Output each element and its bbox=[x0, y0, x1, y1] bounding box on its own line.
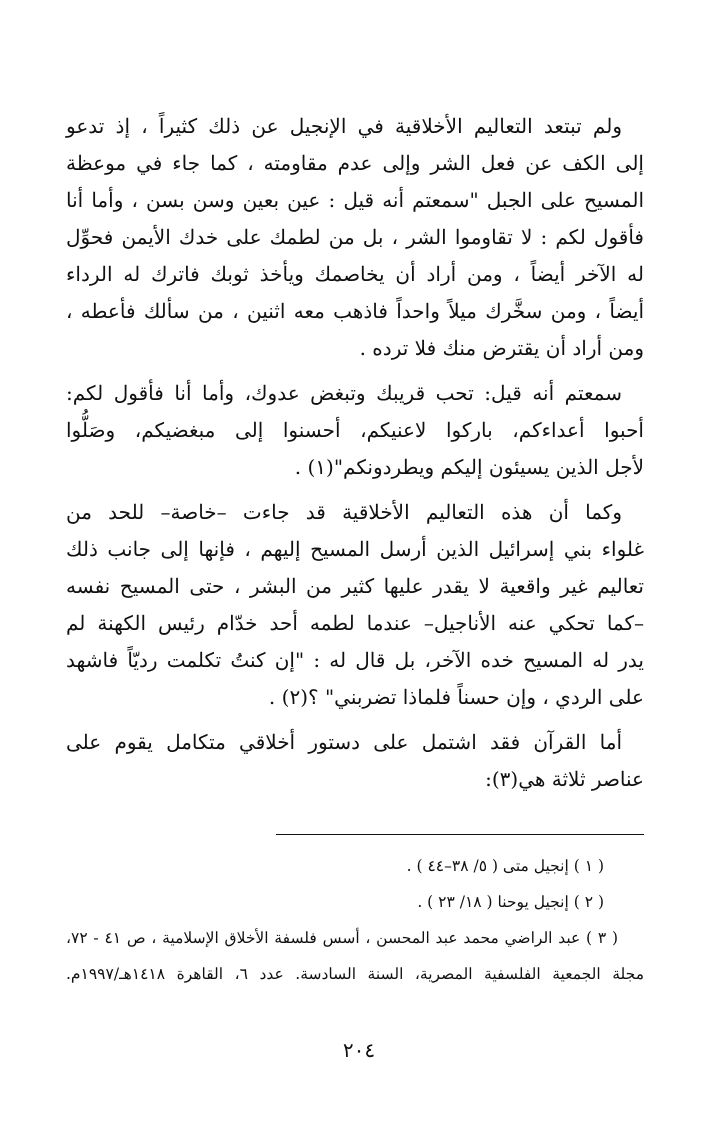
footnote-separator bbox=[276, 834, 644, 835]
text-line: سمعتم أنه قيل: تحب قريبك وتبغض عدوك، وأما أنا فأقول لكم: bbox=[66, 381, 622, 405]
text-line: إلى الكف عن فعل الشر وإلى عدم مقاومته ، كما جاء في موعظة bbox=[66, 151, 644, 175]
text-line: غلواء بني إسرائيل الذين أرسل المسيح إليهم ، فإنها إلى جانب ذلك bbox=[66, 537, 644, 561]
text-line: وكما أن هذه التعاليم الأخلاقية قد جاءت –خاصة– للحد من bbox=[66, 500, 622, 524]
text-line: المسيح على الجبل "سمعتم أنه قيل : عين بعين وسن بسن ، وأما أنا bbox=[66, 188, 644, 212]
text-line: أما القرآن فقد اشتمل على دستور أخلاقي متكامل يقوم على bbox=[66, 730, 622, 754]
text-line: له الآخر أيضاً ، ومن أراد أن يخاصمك ويأخذ ثوبك فاترك له الرداء bbox=[66, 262, 644, 286]
text-line: أحبوا أعداءكم، باركوا لاعنيكم، أحسنوا إلى مبغضيكم، وصَلُّوا bbox=[66, 418, 644, 442]
text-line: تعاليم غير واقعية لا يقدر عليها كثير من البشر ، حتى المسيح نفسه bbox=[66, 574, 644, 598]
footnote-2: ( ٢ ) إنجيل يوحنا ( ١٨/ ٢٣ ) . bbox=[417, 893, 604, 911]
footnote-3-continued: مجلة الجمعية الفلسفية المصرية، السنة السادسة. عدد ٦، القاهرة ١٤١٨هـ/١٩٩٧م. bbox=[66, 965, 644, 983]
paragraph-2 bbox=[66, 375, 644, 486]
text-line: –كما تحكي عنه الأناجيل– عندما لطمه أحد خدّام رئيس الكهنة لم bbox=[66, 611, 644, 635]
paragraph-4 bbox=[66, 724, 644, 798]
page-number: ٢٠٤ bbox=[342, 1038, 376, 1062]
text-line: عناصر ثلاثة هي(٣): bbox=[485, 767, 644, 791]
paragraph-1 bbox=[66, 108, 644, 367]
text-line: ولم تبتعد التعاليم الأخلاقية في الإنجيل عن ذلك كثيراً ، إذ تدعو bbox=[66, 114, 622, 138]
text-line: يدر له المسيح خده الآخر، بل قال له : "إن كنتُ تكلمت رديّاً فاشهد bbox=[66, 648, 644, 672]
footnote-3: ( ٣ ) عبد الراضي محمد عبد المحسن ، أسس فلسفة الأخلاق الإسلامية ، ص ٤١ - ٧٢، bbox=[66, 929, 619, 947]
text-line: ومن أراد أن يقترض منك فلا ترده . bbox=[359, 336, 644, 360]
text-line: لأجل الذين يسيئون إليكم ويطردونكم"(١) . bbox=[294, 455, 644, 479]
footnote-1: ( ١ ) إنجيل متى ( ٥/ ٣٨–٤٤ ) . bbox=[406, 857, 604, 875]
paragraph-3 bbox=[66, 494, 644, 716]
text-line: فأقول لكم : لا تقاوموا الشر ، بل من لطمك على خدك الأيمن فحوِّل bbox=[66, 225, 644, 249]
text-line: على الردي ، وإن حسناً فلماذا تضربني" ؟(٢) . bbox=[268, 685, 644, 709]
main-text bbox=[66, 108, 644, 798]
footnotes bbox=[66, 848, 644, 992]
text-line: أيضاً ، ومن سخَّرك ميلاً واحداً فاذهب معه اثنين ، من سألك فأعطه ، bbox=[66, 299, 644, 323]
